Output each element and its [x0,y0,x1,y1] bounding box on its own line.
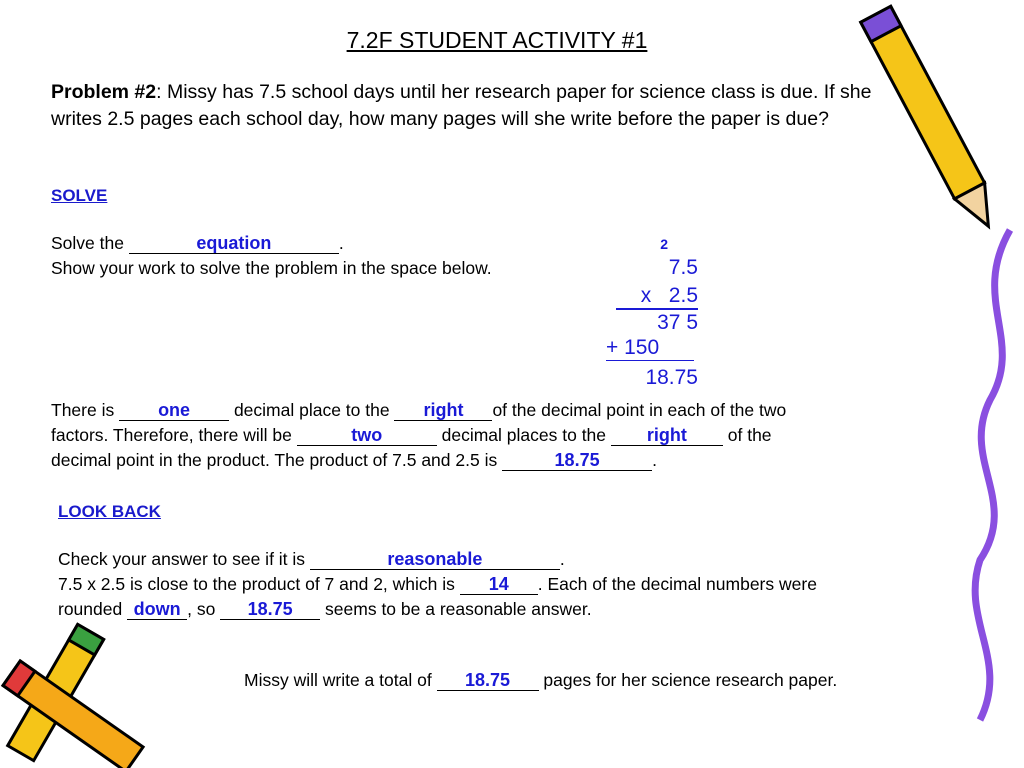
answer-blank: two [297,426,437,446]
text: 7.5 x 2.5 is close to the product of 7 and 2, which is [58,574,460,594]
answer-blank: down [127,600,187,620]
text: . [652,450,657,470]
work-row-1: 7.5 [668,256,698,279]
check-line [58,549,565,570]
para-line-1 [51,400,786,421]
text: decimal places to the [436,425,611,445]
problem-label: Problem #2 [51,81,157,103]
answer-blank: 18.75 [437,671,539,691]
text: . Each of the decimal numbers were [537,574,817,594]
text: Missy will write a total of [244,670,437,690]
answer-blank: reasonable [310,550,560,570]
answer-blank: 18.75 [220,600,320,620]
page-title: 7.2F STUDENT ACTIVITY #1 [346,27,648,53]
text: seems to be a reasonable answer. [320,599,592,619]
text: of the [722,425,772,445]
text: pages for her science research paper. [538,670,838,690]
answer-blank: 18.75 [502,451,652,471]
text: . [559,549,565,569]
answer-blank: right [394,401,492,421]
problem-text [51,79,881,133]
solve-heading: SOLVE [51,186,108,205]
work-row-2: x 2.5 [616,284,698,310]
text: decimal point in the product. The product of 7.5 and 2.5 is [51,450,503,470]
text: of the decimal point in each of the two [492,400,787,420]
work-row-3: 37 5 [657,311,698,334]
work-row-4: + 150 [606,336,694,361]
text: . [338,233,344,253]
carry-digit: 2 [660,236,668,252]
answer-blank: one [119,401,229,421]
text: , so [187,599,221,619]
text: factors. Therefore, there will be [51,425,297,445]
solve-line [51,233,344,254]
problem-body: : Missy has 7.5 school days until her research paper for science class is due. If she writes 2.5 pages each school day, how many pages will she write before the paper is due? [51,81,872,130]
text: Solve the [51,233,129,253]
text: decimal place to the [229,400,395,420]
text: Check your answer to see if it is [58,549,310,569]
text: rounded [58,599,128,619]
answer-blank: equation [129,234,339,254]
text: There is [51,400,120,420]
estimate-line [58,574,817,595]
final-answer-line [244,670,837,691]
answer-blank: right [611,426,723,446]
para-line-2 [51,425,772,446]
pencils-decoration-icon [0,615,170,768]
work-result: 18.75 [645,366,698,389]
answer-blank: 14 [460,575,538,595]
show-work-line: Show your work to solve the problem in the space below. [51,258,492,278]
pencil-decoration-icon [850,0,1024,768]
para-line-3 [51,450,657,471]
look-back-heading: LOOK BACK [58,502,161,521]
